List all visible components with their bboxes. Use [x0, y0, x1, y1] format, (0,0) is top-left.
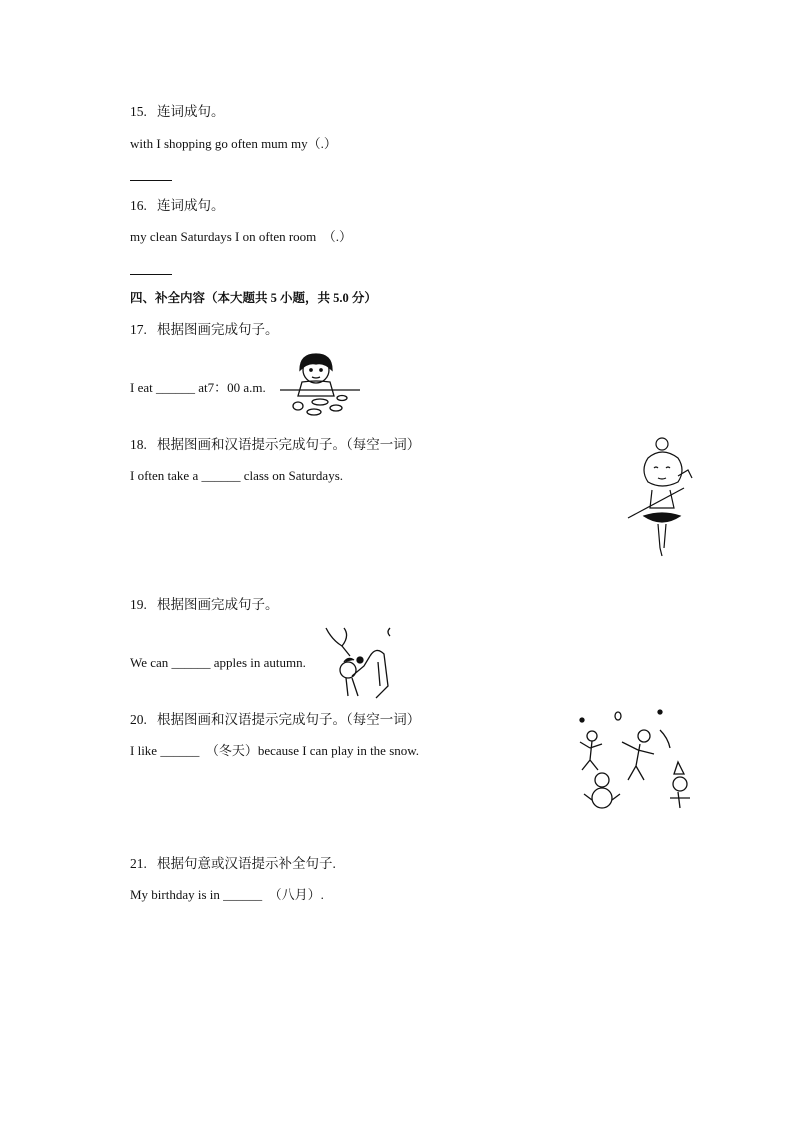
q20-sentence: I like ______ （冬天）because I can play in the snow.	[130, 743, 420, 758]
q16-words: my clean Saturdays I on often room （.）	[130, 229, 353, 244]
snow-play-illustration	[574, 708, 694, 812]
q20-title: 20. 根据图画和汉语提示完成句子。（每空一词）	[130, 712, 421, 727]
q19-title: 19. 根据图画完成句子。	[130, 597, 279, 612]
q17-sentence: I eat ______ at7：00 a.m.	[130, 380, 266, 395]
q16-answer-blank[interactable]	[130, 274, 172, 275]
violin-girl-illustration	[622, 436, 694, 558]
boy-eating-illustration	[278, 350, 362, 418]
q15-words: with I shopping go often mum my（.）	[130, 136, 337, 151]
q16-title: 16. 连词成句。	[130, 198, 225, 213]
q21-title: 21. 根据句意或汉语提示补全句子.	[130, 856, 336, 871]
section-4-heading: 四、补全内容（本大题共 5 小题，共 5.0 分）	[130, 291, 377, 305]
q21-sentence: My birthday is in ______ （八月）.	[130, 887, 324, 902]
q18-sentence: I often take a ______ class on Saturdays.	[130, 468, 344, 483]
apple-picking-illustration	[320, 626, 394, 700]
q15-title: 15. 连词成句。	[130, 104, 225, 119]
q18-title: 18. 根据图画和汉语提示完成句子。（每空一词）	[130, 437, 421, 452]
q19-sentence: We can ______ apples in autumn.	[130, 655, 306, 670]
q17-title: 17. 根据图画完成句子。	[130, 322, 279, 337]
q15-answer-blank[interactable]	[130, 180, 172, 181]
